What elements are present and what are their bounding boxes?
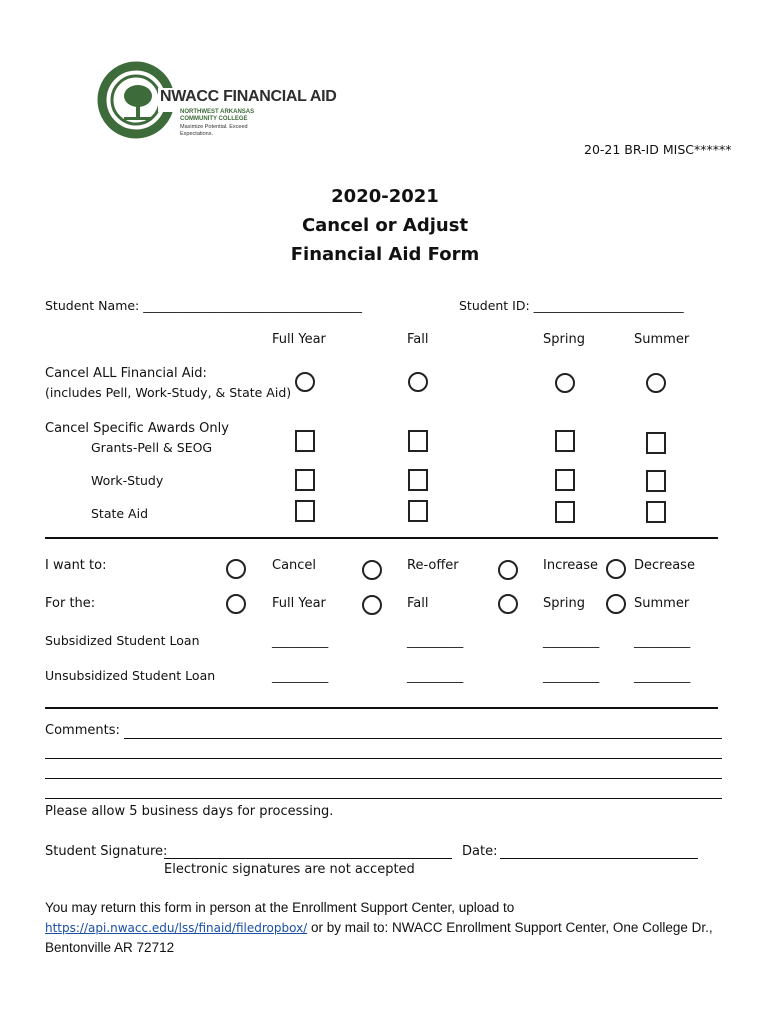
cancel-all-summer-radio[interactable] — [646, 373, 666, 393]
period-spring-label: Spring — [543, 596, 585, 611]
term-header-spring: Spring — [543, 332, 585, 347]
i-want-to-label: I want to: — [45, 558, 107, 573]
unsubsidized-full-year-field[interactable]: _________ — [272, 668, 329, 683]
subsidized-fall-field[interactable]: _________ — [407, 633, 464, 648]
grants-spring-checkbox[interactable] — [555, 430, 575, 452]
title-year: 2020-2021 — [331, 186, 439, 207]
logo-name: NWACC FINANCIAL AID — [160, 88, 337, 105]
student-id-field[interactable]: Student ID: ________________________ — [459, 298, 684, 313]
term-header-fall: Fall — [407, 332, 429, 347]
period-full-year-radio[interactable] — [226, 594, 246, 614]
logo-tagline: Maximize Potential. Exceed Expectations. — [180, 124, 248, 137]
comments-line-3[interactable] — [45, 778, 722, 779]
comments-label: Comments: — [45, 723, 120, 738]
work-study-fall-checkbox[interactable] — [408, 469, 428, 491]
comments-line-1[interactable] — [124, 738, 722, 739]
period-spring-radio[interactable] — [498, 594, 518, 614]
term-header-full-year: Full Year — [272, 332, 326, 347]
subsidized-spring-field[interactable]: _________ — [543, 633, 600, 648]
state-aid-fall-checkbox[interactable] — [408, 500, 428, 522]
logo-college: NORTHWEST ARKANSAS COMMUNITY COLLEGE — [180, 109, 255, 122]
period-summer-radio[interactable] — [606, 594, 626, 614]
processing-note: Please allow 5 business days for processing. — [45, 804, 334, 819]
award-state-aid-label: State Aid — [91, 506, 149, 521]
signature-label: Student Signature: — [45, 844, 168, 859]
unsubsidized-loan-label: Unsubsidized Student Loan — [45, 668, 216, 683]
section-divider — [45, 707, 718, 709]
cancel-all-full-year-radio[interactable] — [295, 372, 315, 392]
subsidized-summer-field[interactable]: _________ — [634, 633, 691, 648]
period-fall-label: Fall — [407, 596, 429, 611]
work-study-spring-checkbox[interactable] — [555, 469, 575, 491]
return-info-line2-text: or by mail to: NWACC Enrollment Support Center, One College Dr., — [307, 920, 713, 935]
award-grants-label: Grants-Pell & SEOG — [91, 440, 213, 455]
cancel-all-spring-radio[interactable] — [555, 373, 575, 393]
title-line3: Financial Aid Form — [290, 244, 480, 265]
title-line2: Cancel or Adjust — [301, 215, 469, 236]
return-info-line3: Bentonville AR 72712 — [45, 940, 175, 955]
action-reoffer-radio[interactable] — [362, 560, 382, 580]
state-aid-summer-checkbox[interactable] — [646, 501, 666, 523]
signature-note: Electronic signatures are not accepted — [164, 862, 415, 877]
work-study-summer-checkbox[interactable] — [646, 470, 666, 492]
unsubsidized-fall-field[interactable]: _________ — [407, 668, 464, 683]
period-full-year-label: Full Year — [272, 596, 326, 611]
cancel-all-note: (includes Pell, Work-Study, & State Aid) — [45, 385, 292, 400]
logo — [96, 60, 366, 140]
action-cancel-radio[interactable] — [226, 559, 246, 579]
period-summer-label: Summer — [634, 596, 690, 611]
section-divider — [45, 537, 718, 539]
cancel-all-label: Cancel ALL Financial Aid: — [45, 366, 207, 381]
signature-field[interactable] — [164, 858, 452, 859]
cancel-specific-label: Cancel Specific Awards Only — [45, 421, 229, 436]
award-work-study-label: Work-Study — [91, 473, 164, 488]
for-the-label: For the: — [45, 596, 96, 611]
action-decrease-label: Decrease — [634, 558, 695, 573]
state-aid-spring-checkbox[interactable] — [555, 501, 575, 523]
date-field[interactable] — [500, 858, 698, 859]
action-cancel-label: Cancel — [272, 558, 317, 573]
period-fall-radio[interactable] — [362, 595, 382, 615]
work-study-full-year-checkbox[interactable] — [295, 469, 315, 491]
comments-line-2[interactable] — [45, 758, 722, 759]
state-aid-full-year-checkbox[interactable] — [295, 500, 315, 522]
student-name-field[interactable]: Student Name: ___________________________________ — [45, 298, 362, 313]
term-header-summer: Summer — [634, 332, 690, 347]
return-info-line2 — [45, 920, 713, 935]
action-decrease-radio[interactable] — [606, 559, 626, 579]
subsidized-loan-label: Subsidized Student Loan — [45, 633, 200, 648]
action-increase-label: Increase — [543, 558, 599, 573]
return-info-line1: You may return this form in person at the Enrollment Support Center, upload to — [45, 900, 515, 915]
form-code: 20-21 BR-ID MISC****** — [584, 142, 732, 157]
grants-full-year-checkbox[interactable] — [295, 430, 315, 452]
unsubsidized-spring-field[interactable]: _________ — [543, 668, 600, 683]
grants-fall-checkbox[interactable] — [408, 430, 428, 452]
action-reoffer-label: Re-offer — [407, 558, 459, 573]
grants-summer-checkbox[interactable] — [646, 432, 666, 454]
comments-line-4[interactable] — [45, 798, 722, 799]
subsidized-full-year-field[interactable]: _________ — [272, 633, 329, 648]
action-increase-radio[interactable] — [498, 560, 518, 580]
cancel-all-fall-radio[interactable] — [408, 372, 428, 392]
date-label: Date: — [462, 844, 498, 859]
unsubsidized-summer-field[interactable]: _________ — [634, 668, 691, 683]
filedropbox-link[interactable]: https://api.nwacc.edu/lss/finaid/filedropbox/ — [45, 921, 308, 935]
